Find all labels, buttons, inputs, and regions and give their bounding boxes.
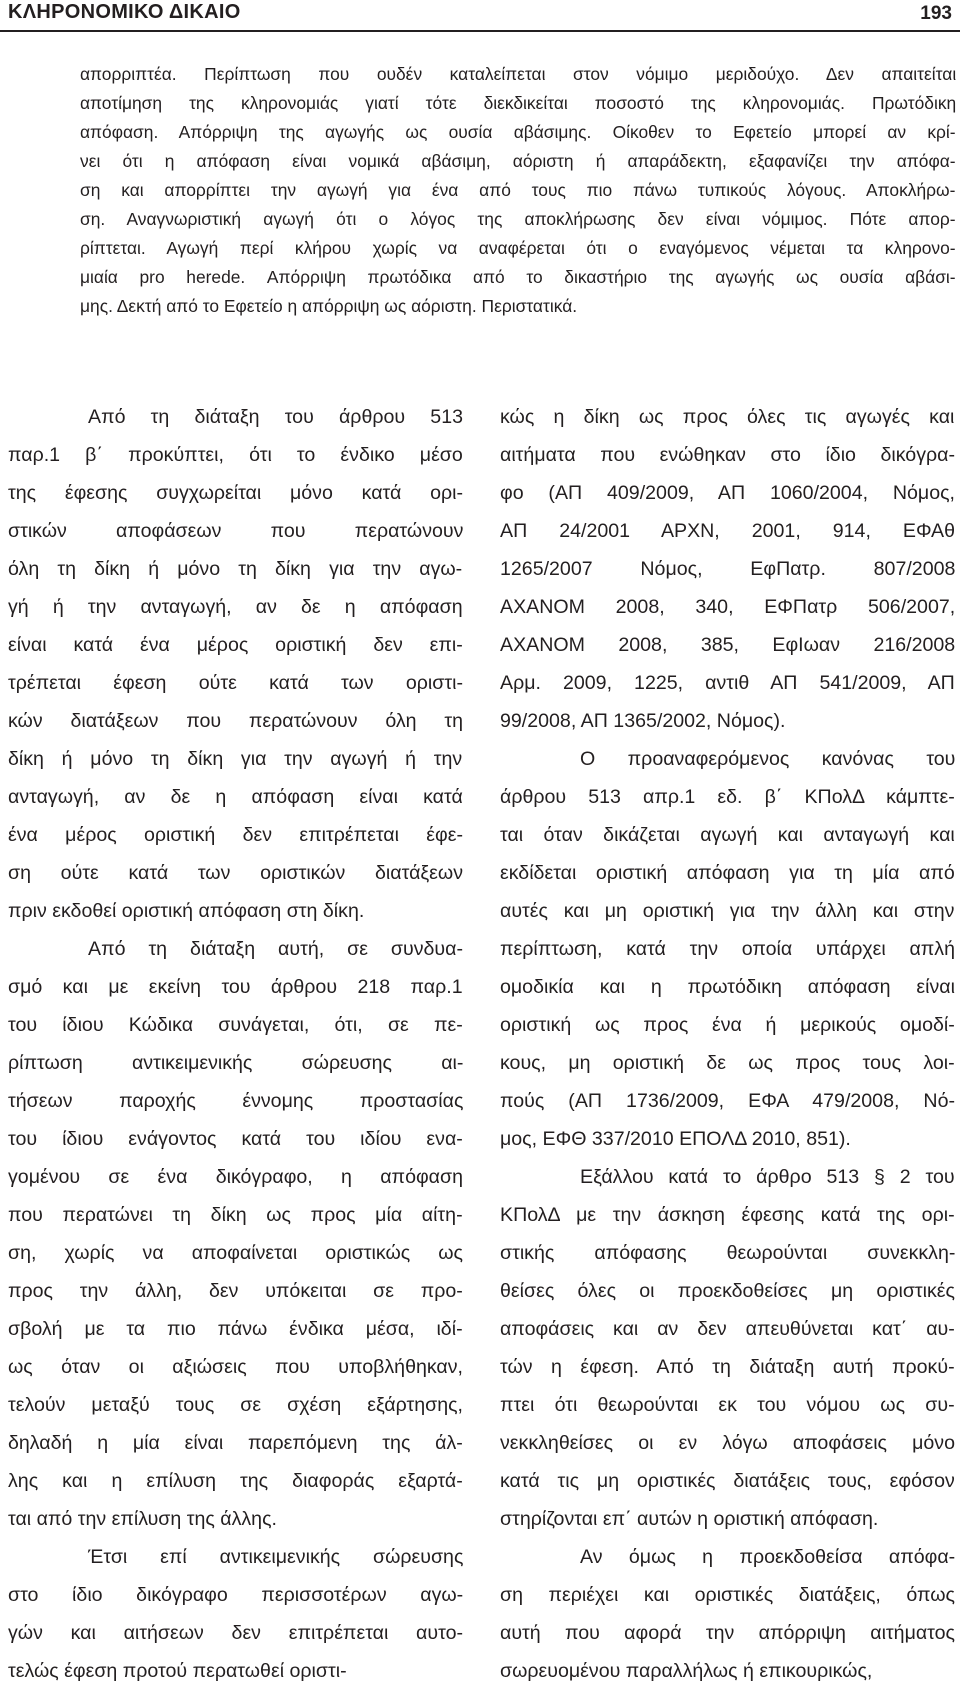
right-column	[500, 398, 956, 1690]
text-line: 1265/2007 Νόμος, ΕφΠατρ. 807/2008	[500, 558, 956, 580]
text-line: 99/2008, ΑΠ 1365/2002, Νόμος).	[500, 710, 786, 732]
text-line: Ο προαναφερόμενος κανόνας του	[580, 748, 956, 770]
text-line: πτει ότι θεωρούνται εκ του νόμου ως συ-	[500, 1394, 955, 1416]
left-column	[8, 398, 464, 1690]
text-line: ΑΧΑΝΟΜ 2008, 385, ΕφΙωαν 216/2008	[500, 634, 956, 656]
text-line: τελούν μεταξύ τους σε σχέση εξάρτησης,	[8, 1394, 463, 1416]
text-line: νει ότι η απόφαση είναι νομικά αβάσιμη, αόριστη ή απαράδεκτη, εξαφανίζει την απόφα-	[80, 151, 956, 171]
text-line: Εξάλλου κατά το άρθρο 513 § 2 του	[580, 1166, 955, 1188]
text-line: του ίδιου Κώδικα συνάγεται, ότι, σε πε-	[8, 1014, 463, 1036]
text-line: σβολή με τα πιο πάνω ένδικα μέσα, ιδί-	[8, 1318, 463, 1340]
text-line: ση. Αναγνωριστική αγωγή ότι ο λόγος της αποκλήρωσης δεν είναι νόμιμος. Πότε απορ-	[80, 209, 956, 229]
text-line: σμό και με εκείνη του άρθρου 218 παρ.1	[8, 976, 463, 998]
text-line: ται όταν δικάζεται αγωγή και ανταγωγή και	[500, 824, 955, 846]
text-line: Αν όμως η προεκδοθείσα απόφα-	[580, 1546, 956, 1568]
text-line: μιαία pro herede. Απόρριψη πρωτόδικα από το δικαστήριο της αγωγής ως ουσία αβάσι-	[80, 267, 956, 287]
text-line: λης και η επίλυση της διαφοράς εξαρτά-	[8, 1470, 463, 1492]
text-line: προς την άλλη, δεν υπόκειται σε προ-	[8, 1280, 463, 1302]
page-number: 193	[920, 3, 952, 24]
text-line: μης. Δεκτή από το Εφετείο η απόρριψη ως αόριστη. Περιστατικά.	[80, 296, 578, 316]
text-line: ση περιέχει και οριστικές διατάξεις, όπως	[500, 1584, 955, 1606]
text-line: που περατώνει τη δίκη ως προς μία αίτη-	[8, 1204, 463, 1226]
text-line: δηλαδή η μία είναι παρεπόμενη της άλ-	[8, 1432, 463, 1454]
text-line: γομένου σε ένα δικόγραφο, η απόφαση	[8, 1166, 463, 1188]
case-summary	[80, 60, 958, 321]
text-line: του ίδιου ενάγοντος κατά του ιδίου ενα-	[8, 1128, 463, 1150]
text-line: παρ.1 β΄ προκύπτει, ότι το ένδικο μέσο	[8, 444, 463, 466]
text-line: εκδίδεται οριστική απόφαση για τη μία από	[500, 862, 955, 884]
text-line: κους, μη οριστική δε ως προς τους λοι-	[500, 1052, 955, 1074]
text-line: Από τη διάταξη αυτή, σε συνδυα-	[88, 938, 463, 960]
text-line: κών διατάξεων που περατώνουν όλη τη	[8, 710, 463, 732]
text-line: αποφάσεις και αν δεν απευθύνεται κατ΄ αυ-	[500, 1318, 955, 1340]
text-line: Αρμ. 2009, 1225, αντιθ ΑΠ 541/2009, ΑΠ	[500, 672, 955, 694]
text-line: στικής απόφασης θεωρούνται συνεκκλη-	[500, 1242, 956, 1264]
text-line: πούς (ΑΠ 1736/2009, ΕΦΑ 479/2008, Νό-	[500, 1090, 955, 1112]
text-line: τήσεων παροχής έννομης προστασίας	[8, 1090, 464, 1112]
text-line: πριν εκδοθεί οριστική απόφαση στη δίκη.	[8, 900, 365, 922]
text-line: απόφαση. Απόρριψη της αγωγής ως ουσία αβάσιμης. Οίκοθεν το Εφετείο μπορεί αν κρί-	[80, 122, 956, 142]
text-line: κώς η δίκη ως προς όλες τις αγωγές και	[500, 406, 955, 428]
text-line: Έτσι επί αντικειμενικής σώρευσης	[88, 1546, 464, 1568]
text-line: αυτές και μη οριστική για την άλλη και στην	[500, 900, 955, 922]
text-line: αποτίμηση της κληρονομιάς γιατί τότε διεκδικείται ποσοστό της κληρονομιάς. Πρωτόδικη	[80, 93, 957, 113]
text-line: της έφεσης συγχωρείται μόνο κατά ορι-	[8, 482, 463, 504]
text-line: ται από την επίλυση της άλλης.	[8, 1508, 277, 1530]
text-line: ση και απορρίπτει την αγωγή για ένα από τους πιο πάνω τυπικούς λόγους. Αποκλήρω-	[80, 180, 956, 200]
text-line: ΑΧΑΝΟΜ 2008, 340, ΕΦΠατρ 506/2007,	[500, 596, 956, 618]
text-line: σωρευομένου παραλλήλως ή επικουρικώς,	[500, 1660, 873, 1682]
text-line: γών και αιτήσεων δεν επιτρέπεται αυτο-	[8, 1622, 463, 1644]
text-line: στο ίδιο δικόγραφο περισσοτέρων αγω-	[8, 1584, 464, 1606]
text-line: ομοδικία και η πρωτόδικη απόφαση είναι	[500, 976, 955, 998]
text-line: περίπτωση, κατά την οποία υπάρχει απλή	[500, 938, 955, 960]
text-line: γή ή την ανταγωγή, αν δε η απόφαση	[8, 596, 463, 618]
text-line: ση, χωρίς να αποφαίνεται οριστικώς ως	[8, 1242, 463, 1264]
text-line: τρέπεται έφεση ούτε κατά των οριστι-	[8, 672, 463, 694]
text-line: θείσες όλες οι προεκδοθείσες μη οριστικές	[500, 1280, 955, 1302]
text-line: ανταγωγή, αν δε η απόφαση είναι κατά	[8, 786, 463, 808]
text-line: όλη τη δίκη ή μόνο τη δίκη για την αγω-	[8, 558, 463, 580]
text-line: άρθρου 513 απρ.1 εδ. β΄ ΚΠολΔ κάμπτε-	[500, 786, 955, 808]
text-line: νεκκληθείσες οι εν λόγω αποφάσεις μόνο	[500, 1432, 955, 1454]
running-title: ΚΛΗΡΟΝΟΜΙΚΟ ΔΙΚΑΙΟ	[8, 1, 241, 23]
text-line: τελώς έφεση προτού περατωθεί οριστι-	[8, 1660, 347, 1682]
text-line: ως όταν οι αξιώσεις που υποβλήθηκαν,	[8, 1356, 463, 1378]
text-line: απορριπτέα. Περίπτωση που ουδέν καταλείπεται στον νόμιμο μεριδούχο. Δεν απαιτείται	[80, 64, 957, 84]
text-line: ρίπτωση αντικειμενικής σώρευσης αι-	[8, 1052, 464, 1074]
text-line: ΚΠολΔ με την άσκηση έφεσης κατά της ορι-	[500, 1204, 955, 1226]
text-line: κατά τις μη οριστικές διατάξεις τους, εφόσον	[500, 1470, 955, 1492]
text-line: ρίπτεται. Αγωγή περί κλήρου χωρίς να αναφέρεται ότι ο εναγόμενος νέμεται τα κληρονο-	[80, 238, 956, 258]
text-line: αυτή που αφορά την απόρριψη αιτήματος	[500, 1622, 955, 1644]
text-line: φο (ΑΠ 409/2009, ΑΠ 1060/2004, Νόμος,	[500, 482, 955, 504]
text-line: στικών αποφάσεων που περατώνουν	[8, 520, 464, 542]
text-line: ση ούτε κατά των οριστικών διατάξεων	[8, 862, 463, 884]
text-line: ένα μέρος οριστική δεν επιτρέπεται έφε-	[8, 824, 463, 846]
running-header	[0, 0, 960, 32]
text-line: δίκη ή μόνο τη δίκη για την αγωγή ή την	[8, 748, 463, 770]
text-line: Από τη διάταξη του άρθρου 513	[88, 406, 463, 428]
text-line: τών η έφεση. Από τη διάταξη αυτή προκύ-	[500, 1356, 955, 1378]
text-line: οριστική ως προς ένα ή μερικούς ομοδί-	[500, 1014, 955, 1036]
text-line: ΑΠ 24/2001 ΑΡΧΝ, 2001, 914, ΕΦΑθ	[500, 520, 955, 542]
text-line: μος, ΕΦΘ 337/2010 ΕΠΟΛΔ 2010, 851).	[500, 1128, 851, 1150]
text-line: στηρίζονται επ΄ αυτών η οριστική απόφαση.	[500, 1508, 879, 1530]
text-line: είναι κατά ένα μέρος οριστική δεν επι-	[8, 634, 463, 656]
text-line: αιτήματα που ενώθηκαν στο ίδιο δικόγρα-	[500, 444, 955, 466]
